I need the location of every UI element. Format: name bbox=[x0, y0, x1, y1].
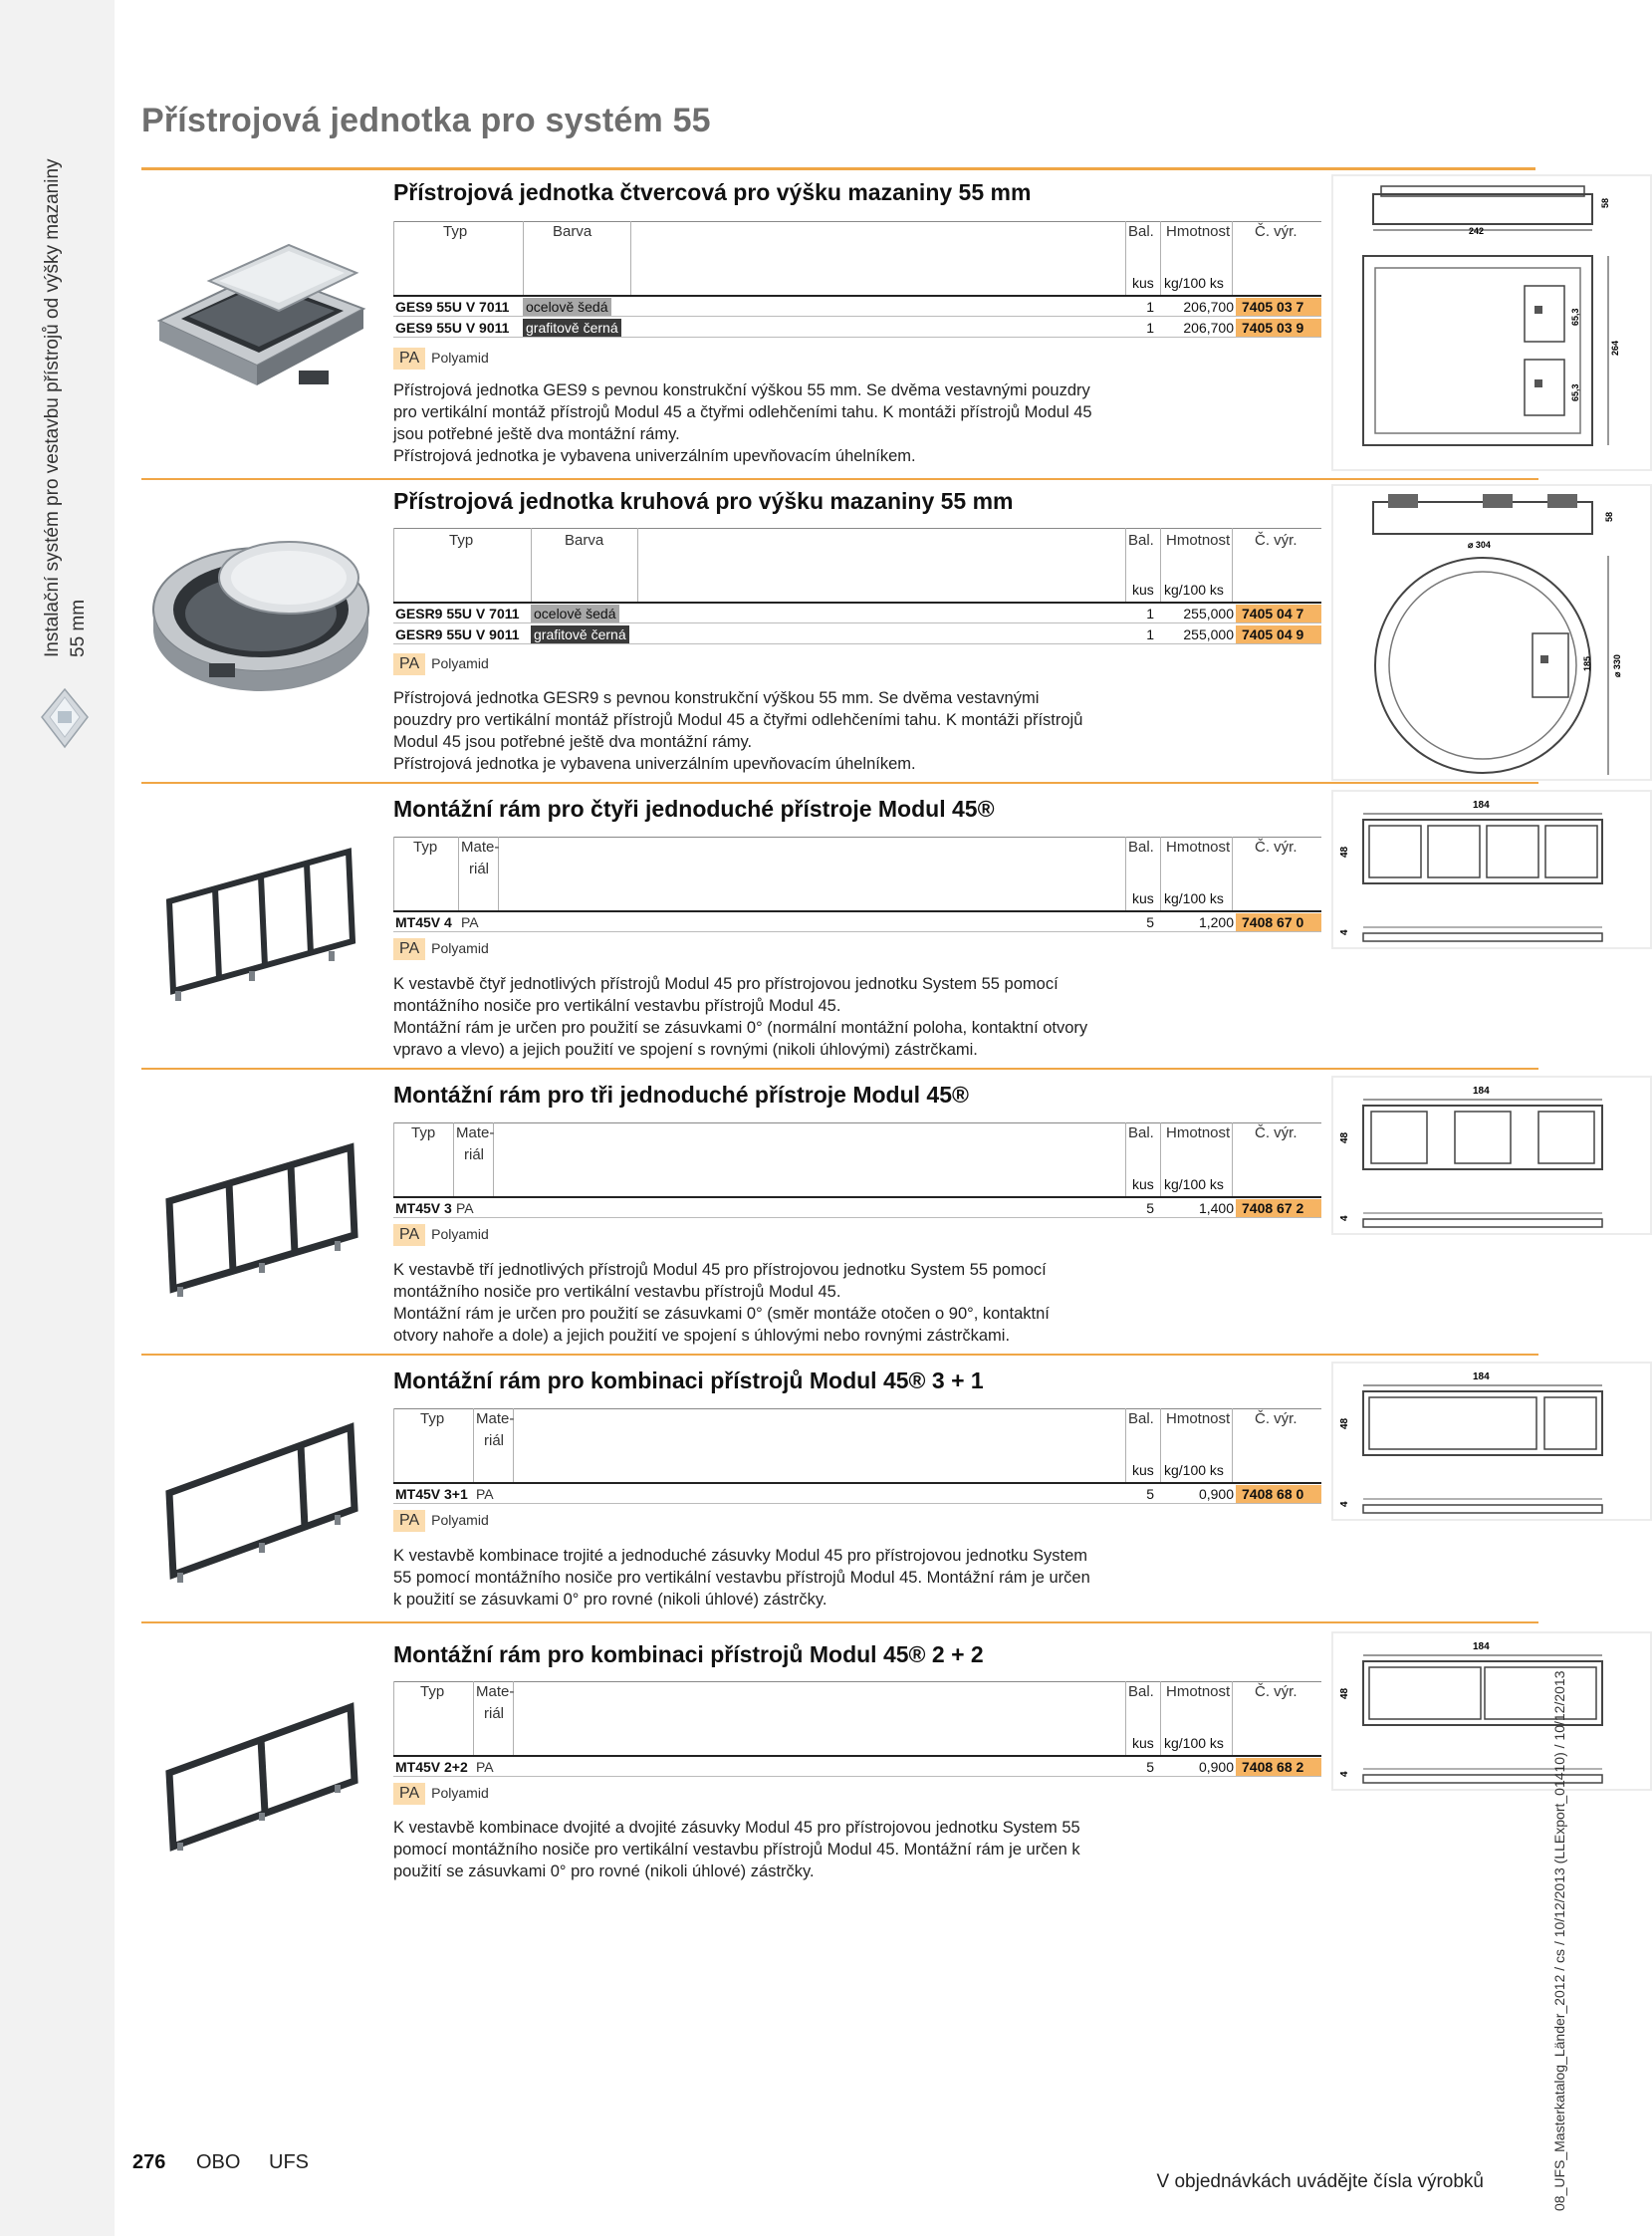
section-description bbox=[393, 1545, 1319, 1611]
units-row bbox=[393, 1460, 1321, 1482]
cell-bal: 5 bbox=[1146, 1200, 1154, 1216]
description-line: použití se zásuvkami 0° pro rovné (nikoli úhlové) zástrčky. bbox=[393, 1863, 815, 1880]
cell-typ: MT45V 3 bbox=[395, 1200, 452, 1216]
table-row bbox=[393, 1198, 1321, 1218]
table-top-rule bbox=[393, 1122, 1321, 1123]
cell-color: grafitově černá bbox=[531, 625, 629, 643]
cell-weight: 255,000 bbox=[1183, 606, 1234, 621]
cell-typ: MT45V 3+1 bbox=[395, 1486, 468, 1502]
description-line: Přístrojová jednotka GESR9 s pevnou konstrukční výškou 55 mm. Se dvěma vestavnými bbox=[393, 689, 1040, 707]
cell-bal: 5 bbox=[1146, 1759, 1154, 1775]
table-top-rule bbox=[393, 1408, 1321, 1409]
unit-kus: kus bbox=[1132, 1462, 1154, 1478]
section-title: Montážní rám pro kombinaci přístrojů Modul 45® 3 + 1 bbox=[393, 1367, 984, 1393]
description-line: K vestavbě tří jednotlivých přístrojů Modul 45 pro přístrojovou jednotku System 55 pomocí bbox=[393, 1261, 1047, 1279]
cell-weight: 1,200 bbox=[1198, 914, 1234, 930]
dim-label: 65,3 bbox=[1570, 383, 1580, 401]
unit-kus: kus bbox=[1132, 582, 1154, 598]
product-section-mt45v3 bbox=[115, 1068, 1538, 1357]
product-table bbox=[393, 837, 1321, 976]
dim-label: 4 bbox=[1339, 1215, 1350, 1221]
description-line: pouzdry pro vertikální montáž přístrojů Modul 45 a čtyřmi odlehčeními tahu. K montáži přístrojů bbox=[393, 711, 1083, 729]
section-description bbox=[393, 379, 1319, 467]
technical-drawing-mt45v3 bbox=[1331, 1076, 1652, 1235]
export-metadata: 08_UFS_Masterkatalog_Länder_2012 / cs / 10/12/2013 (LLExport_01410) / 10/12/2013 bbox=[1551, 1670, 1567, 2211]
description-line: montážního nosiče pro vertikální vestavbu přístrojů Modul 45. bbox=[393, 1283, 841, 1301]
header-cv: Č. výr. bbox=[1255, 1124, 1298, 1141]
unit-kg: kg/100 ks bbox=[1164, 1176, 1224, 1192]
description-line: k použití se zásuvkami 0° pro rovné (nikoli úhlové) zástrčky. bbox=[393, 1591, 827, 1609]
cell-typ: MT45V 2+2 bbox=[395, 1759, 468, 1775]
description-line: montážního nosiče pro vertikální vestavbu přístrojů Modul 45. bbox=[393, 997, 841, 1015]
header-typ: Typ bbox=[420, 1410, 445, 1427]
dimension-drawing bbox=[1333, 1078, 1650, 1233]
product-section-gesr9 bbox=[115, 478, 1622, 785]
footer-order-note: V objednávkách uvádějte čísla výrobků bbox=[1156, 2171, 1484, 2192]
material-name: Polyamid bbox=[431, 350, 489, 366]
table-row bbox=[393, 1484, 1321, 1504]
header-typ: Typ bbox=[420, 1683, 445, 1700]
section-divider bbox=[141, 1621, 1538, 1623]
header-hmotnost: Hmotnost bbox=[1166, 1683, 1231, 1700]
unit-kg: kg/100 ks bbox=[1164, 890, 1224, 906]
dimension-drawing bbox=[1333, 486, 1650, 779]
dim-label: 4 bbox=[1339, 1501, 1350, 1507]
chapter-diamond-icon bbox=[38, 687, 92, 749]
cell-weight: 255,000 bbox=[1183, 626, 1234, 642]
material-code: PA bbox=[393, 1224, 425, 1246]
dimension-drawing bbox=[1333, 1633, 1650, 1789]
header-bal: Bal. bbox=[1128, 532, 1154, 549]
unit-kg: kg/100 ks bbox=[1164, 1462, 1224, 1478]
cell-typ: GESR9 55U V 7011 bbox=[395, 606, 520, 621]
header-bal: Bal. bbox=[1128, 1124, 1154, 1141]
description-line: Modul 45 jsou potřebné ještě dva montážní rámy. bbox=[393, 733, 753, 751]
header-material: Mate- bbox=[476, 1410, 515, 1427]
cell-weight: 206,700 bbox=[1183, 299, 1234, 315]
units-row bbox=[393, 1733, 1321, 1755]
cell-typ: MT45V 4 bbox=[395, 914, 452, 930]
dim-label: 184 bbox=[1473, 1641, 1490, 1652]
cell-order-number: 7405 04 7 bbox=[1236, 605, 1321, 622]
cell-material: PA bbox=[476, 1759, 494, 1775]
description-line: jsou potřebné ještě dva montážní rámy. bbox=[393, 425, 680, 443]
table-top-rule bbox=[393, 528, 1321, 529]
square-floor-box-image bbox=[139, 221, 378, 390]
material-name: Polyamid bbox=[431, 1512, 489, 1528]
unit-kus: kus bbox=[1132, 275, 1154, 291]
dim-label: 184 bbox=[1473, 1086, 1490, 1097]
header-hmotnost: Hmotnost bbox=[1166, 1124, 1231, 1141]
sidebar-line-2: 55 mm bbox=[68, 599, 89, 657]
technical-drawing-gesr9 bbox=[1331, 484, 1652, 781]
description-line: pomocí montážního nosiče pro vertikální vestavbu přístrojů Modul 45. Montážní rám je určen k bbox=[393, 1841, 1080, 1859]
units-row bbox=[393, 580, 1321, 602]
dim-label: ⌀ 304 bbox=[1468, 540, 1491, 550]
technical-drawing-mt45v4 bbox=[1331, 790, 1652, 949]
cell-typ: GESR9 55U V 9011 bbox=[395, 626, 520, 642]
section-description bbox=[393, 1817, 1319, 1882]
cell-bal: 5 bbox=[1146, 914, 1154, 930]
description-line: Přístrojová jednotka GES9 s pevnou konstrukční výškou 55 mm. Se dvěma vestavnými pouzdry bbox=[393, 381, 1090, 399]
header-bal: Bal. bbox=[1128, 839, 1154, 856]
material-code: PA bbox=[393, 653, 425, 675]
dim-label: 184 bbox=[1473, 1371, 1490, 1382]
cell-bal: 1 bbox=[1146, 606, 1154, 621]
header-barva: Barva bbox=[553, 223, 592, 240]
cell-material: PA bbox=[456, 1200, 474, 1216]
product-section-mt45v4 bbox=[115, 782, 1538, 1071]
table-row bbox=[393, 912, 1321, 932]
section-title: Přístrojová jednotka čtvercová pro výšku mazaniny 55 mm bbox=[393, 179, 1032, 205]
header-typ: Typ bbox=[443, 223, 468, 240]
frame-3-gang-image bbox=[139, 1135, 378, 1305]
unit-kg: kg/100 ks bbox=[1164, 275, 1224, 291]
header-hmotnost: Hmotnost bbox=[1166, 839, 1231, 856]
footer-brand: OBO bbox=[196, 2151, 241, 2173]
description-line: K vestavbě kombinace dvojité a dvojité zásuvky Modul 45 pro přístrojovou jednotku System 55 bbox=[393, 1819, 1080, 1837]
header-typ: Typ bbox=[449, 532, 474, 549]
technical-drawing-mt45v2plus2 bbox=[1331, 1631, 1652, 1791]
dim-label: 242 bbox=[1469, 226, 1485, 236]
product-section-mt45v2plus2 bbox=[115, 1621, 1538, 1890]
page-title: Přístrojová jednotka pro systém 55 bbox=[141, 102, 711, 139]
unit-kus: kus bbox=[1132, 890, 1154, 906]
cell-order-number: 7408 67 0 bbox=[1236, 913, 1321, 931]
sidebar-chapter-title bbox=[40, 20, 100, 657]
table-top-rule bbox=[393, 837, 1321, 838]
section-description bbox=[393, 973, 1319, 1061]
technical-drawing-mt45v3plus1 bbox=[1331, 1362, 1652, 1521]
material-legend bbox=[393, 1510, 489, 1536]
header-cv: Č. výr. bbox=[1255, 1683, 1298, 1700]
cell-weight: 0,900 bbox=[1198, 1759, 1234, 1775]
material-code: PA bbox=[393, 1510, 425, 1532]
dim-label: ⌀ 330 bbox=[1612, 654, 1622, 677]
dim-label: 264 bbox=[1610, 340, 1620, 356]
technical-drawing-ges9 bbox=[1331, 174, 1652, 471]
material-legend bbox=[393, 1224, 489, 1250]
product-table bbox=[393, 1681, 1321, 1821]
header-hmotnost: Hmotnost bbox=[1166, 223, 1231, 240]
description-line: vpravo a vlevo) a jejich použití ve spojení s rovnými (nikoli úhlovými) zástrčkami. bbox=[393, 1041, 978, 1059]
description-line: 55 pomocí montážního nosiče pro vertikální vestavbu přístrojů Modul 45. Montážní rám je určen bbox=[393, 1569, 1090, 1587]
product-table bbox=[393, 1122, 1321, 1262]
material-legend bbox=[393, 653, 489, 679]
dimension-drawing bbox=[1333, 792, 1650, 947]
product-section-mt45v3plus1 bbox=[115, 1354, 1538, 1624]
table-row bbox=[393, 318, 1321, 338]
header-material-cont: riál bbox=[484, 1432, 505, 1449]
cell-weight: 1,400 bbox=[1198, 1200, 1234, 1216]
material-legend bbox=[393, 1783, 489, 1809]
material-name: Polyamid bbox=[431, 1785, 489, 1801]
header-typ: Typ bbox=[411, 1124, 436, 1141]
section-divider bbox=[141, 478, 1538, 480]
footer-catalog: UFS bbox=[269, 2151, 309, 2173]
description-line: Montážní rám je určen pro použití se zásuvkami 0° (směr montáže otočen o 90°, kontaktní bbox=[393, 1305, 1050, 1323]
dim-label: 48 bbox=[1339, 846, 1350, 858]
units-row bbox=[393, 1174, 1321, 1196]
header-material: Mate- bbox=[461, 839, 500, 856]
section-description bbox=[393, 687, 1319, 775]
cell-weight: 0,900 bbox=[1198, 1486, 1234, 1502]
dimension-drawing bbox=[1333, 176, 1650, 469]
header-cv: Č. výr. bbox=[1255, 839, 1298, 856]
cell-color: grafitově černá bbox=[523, 319, 621, 337]
cell-order-number: 7405 03 7 bbox=[1236, 298, 1321, 316]
header-material-cont: riál bbox=[469, 861, 490, 877]
header-bal: Bal. bbox=[1128, 223, 1154, 240]
dim-label: 58 bbox=[1600, 197, 1610, 208]
description-line: pro vertikální montáž přístrojů Modul 45 a čtyřmi odlehčeními tahu. K montáži přístrojů Modul 45 bbox=[393, 403, 1092, 421]
cell-material: PA bbox=[461, 914, 479, 930]
dim-label: 185 bbox=[1582, 655, 1592, 671]
unit-kg: kg/100 ks bbox=[1164, 582, 1224, 598]
section-title: Montážní rám pro kombinaci přístrojů Modul 45® 2 + 2 bbox=[393, 1641, 984, 1667]
unit-kus: kus bbox=[1132, 1176, 1154, 1192]
section-title: Montážní rám pro tři jednoduché přístroje Modul 45® bbox=[393, 1082, 969, 1108]
dimension-drawing bbox=[1333, 1364, 1650, 1519]
description-line: K vestavbě čtyř jednotlivých přístrojů Modul 45 pro přístrojovou jednotku System 55 pomocí bbox=[393, 975, 1059, 993]
product-table bbox=[393, 1408, 1321, 1548]
header-barva: Barva bbox=[565, 532, 604, 549]
header-material-cont: riál bbox=[484, 1705, 505, 1722]
dim-label: 58 bbox=[1604, 511, 1614, 522]
dim-label: 184 bbox=[1473, 800, 1490, 811]
frame-3plus1-image bbox=[139, 1413, 378, 1583]
unit-kg: kg/100 ks bbox=[1164, 1735, 1224, 1751]
material-code: PA bbox=[393, 348, 425, 370]
sidebar-line-1: Instalační systém pro vestavbu přístrojů od výšky mazaniny bbox=[42, 158, 63, 657]
dim-label: 48 bbox=[1339, 1131, 1350, 1143]
table-row bbox=[393, 1757, 1321, 1777]
dim-label: 4 bbox=[1339, 1771, 1350, 1777]
table-top-rule bbox=[393, 1681, 1321, 1682]
header-bal: Bal. bbox=[1128, 1410, 1154, 1427]
dim-label: 4 bbox=[1339, 929, 1350, 935]
dim-label: 65,3 bbox=[1570, 308, 1580, 326]
section-title: Montážní rám pro čtyři jednoduché přístroje Modul 45® bbox=[393, 796, 995, 822]
title-divider bbox=[141, 167, 1535, 170]
frame-4-gang-image bbox=[139, 842, 378, 1011]
table-row bbox=[393, 604, 1321, 623]
header-cv: Č. výr. bbox=[1255, 532, 1298, 549]
material-name: Polyamid bbox=[431, 655, 489, 671]
material-name: Polyamid bbox=[431, 1226, 489, 1242]
cell-order-number: 7405 03 9 bbox=[1236, 319, 1321, 337]
description-line: Přístrojová jednotka je vybavena univerzálním upevňovacím úhelníkem. bbox=[393, 755, 916, 773]
material-legend bbox=[393, 938, 489, 964]
material-legend bbox=[393, 348, 489, 373]
header-hmotnost: Hmotnost bbox=[1166, 1410, 1231, 1427]
cell-order-number: 7408 67 2 bbox=[1236, 1199, 1321, 1217]
cell-bal: 1 bbox=[1146, 320, 1154, 336]
cell-color: ocelově šedá bbox=[531, 605, 619, 622]
header-material: Mate- bbox=[476, 1683, 515, 1700]
units-row bbox=[393, 273, 1321, 295]
cell-typ: GES9 55U V 7011 bbox=[395, 299, 510, 315]
section-divider bbox=[141, 782, 1538, 784]
header-material-cont: riál bbox=[464, 1146, 485, 1163]
cell-weight: 206,700 bbox=[1183, 320, 1234, 336]
product-table bbox=[393, 528, 1321, 667]
frame-2plus2-image bbox=[139, 1681, 378, 1851]
section-description bbox=[393, 1259, 1319, 1347]
cell-typ: GES9 55U V 9011 bbox=[395, 320, 510, 336]
table-row bbox=[393, 624, 1321, 644]
cell-order-number: 7405 04 9 bbox=[1236, 625, 1321, 643]
description-line: Montážní rám je určen pro použití se zásuvkami 0° (normální montážní poloha, kontaktní otvory bbox=[393, 1019, 1088, 1037]
description-line: Přístrojová jednotka je vybavena univerzálním upevňovacím úhelníkem. bbox=[393, 447, 916, 465]
header-typ: Typ bbox=[413, 839, 438, 856]
section-title: Přístrojová jednotka kruhová pro výšku mazaniny 55 mm bbox=[393, 488, 1014, 514]
header-cv: Č. výr. bbox=[1255, 1410, 1298, 1427]
section-divider bbox=[141, 1068, 1538, 1070]
dim-label: 48 bbox=[1339, 1687, 1350, 1699]
material-code: PA bbox=[393, 1783, 425, 1805]
material-code: PA bbox=[393, 938, 425, 960]
header-cv: Č. výr. bbox=[1255, 223, 1298, 240]
cell-material: PA bbox=[476, 1486, 494, 1502]
header-hmotnost: Hmotnost bbox=[1166, 532, 1231, 549]
description-line: K vestavbě kombinace trojité a jednoduché zásuvky Modul 45 pro přístrojovou jednotku System bbox=[393, 1547, 1088, 1565]
units-row bbox=[393, 888, 1321, 910]
round-floor-box-image bbox=[139, 518, 378, 687]
cell-color: ocelově šedá bbox=[523, 298, 611, 316]
cell-order-number: 7408 68 0 bbox=[1236, 1485, 1321, 1503]
cell-bal: 1 bbox=[1146, 626, 1154, 642]
product-section-ges9 bbox=[115, 171, 1620, 482]
description-line: otvory nahoře a dole) a jejich použití ve spojení s úhlovými nebo rovnými zástrčkami. bbox=[393, 1327, 1011, 1345]
table-top-rule bbox=[393, 221, 1321, 222]
product-table bbox=[393, 221, 1321, 361]
cell-order-number: 7408 68 2 bbox=[1236, 1758, 1321, 1776]
table-row bbox=[393, 297, 1321, 317]
page-number: 276 bbox=[132, 2151, 166, 2173]
cell-bal: 1 bbox=[1146, 299, 1154, 315]
header-bal: Bal. bbox=[1128, 1683, 1154, 1700]
section-divider bbox=[141, 1354, 1538, 1356]
header-material: Mate- bbox=[456, 1124, 495, 1141]
dim-label: 48 bbox=[1339, 1417, 1350, 1429]
material-name: Polyamid bbox=[431, 940, 489, 956]
cell-bal: 5 bbox=[1146, 1486, 1154, 1502]
unit-kus: kus bbox=[1132, 1735, 1154, 1751]
